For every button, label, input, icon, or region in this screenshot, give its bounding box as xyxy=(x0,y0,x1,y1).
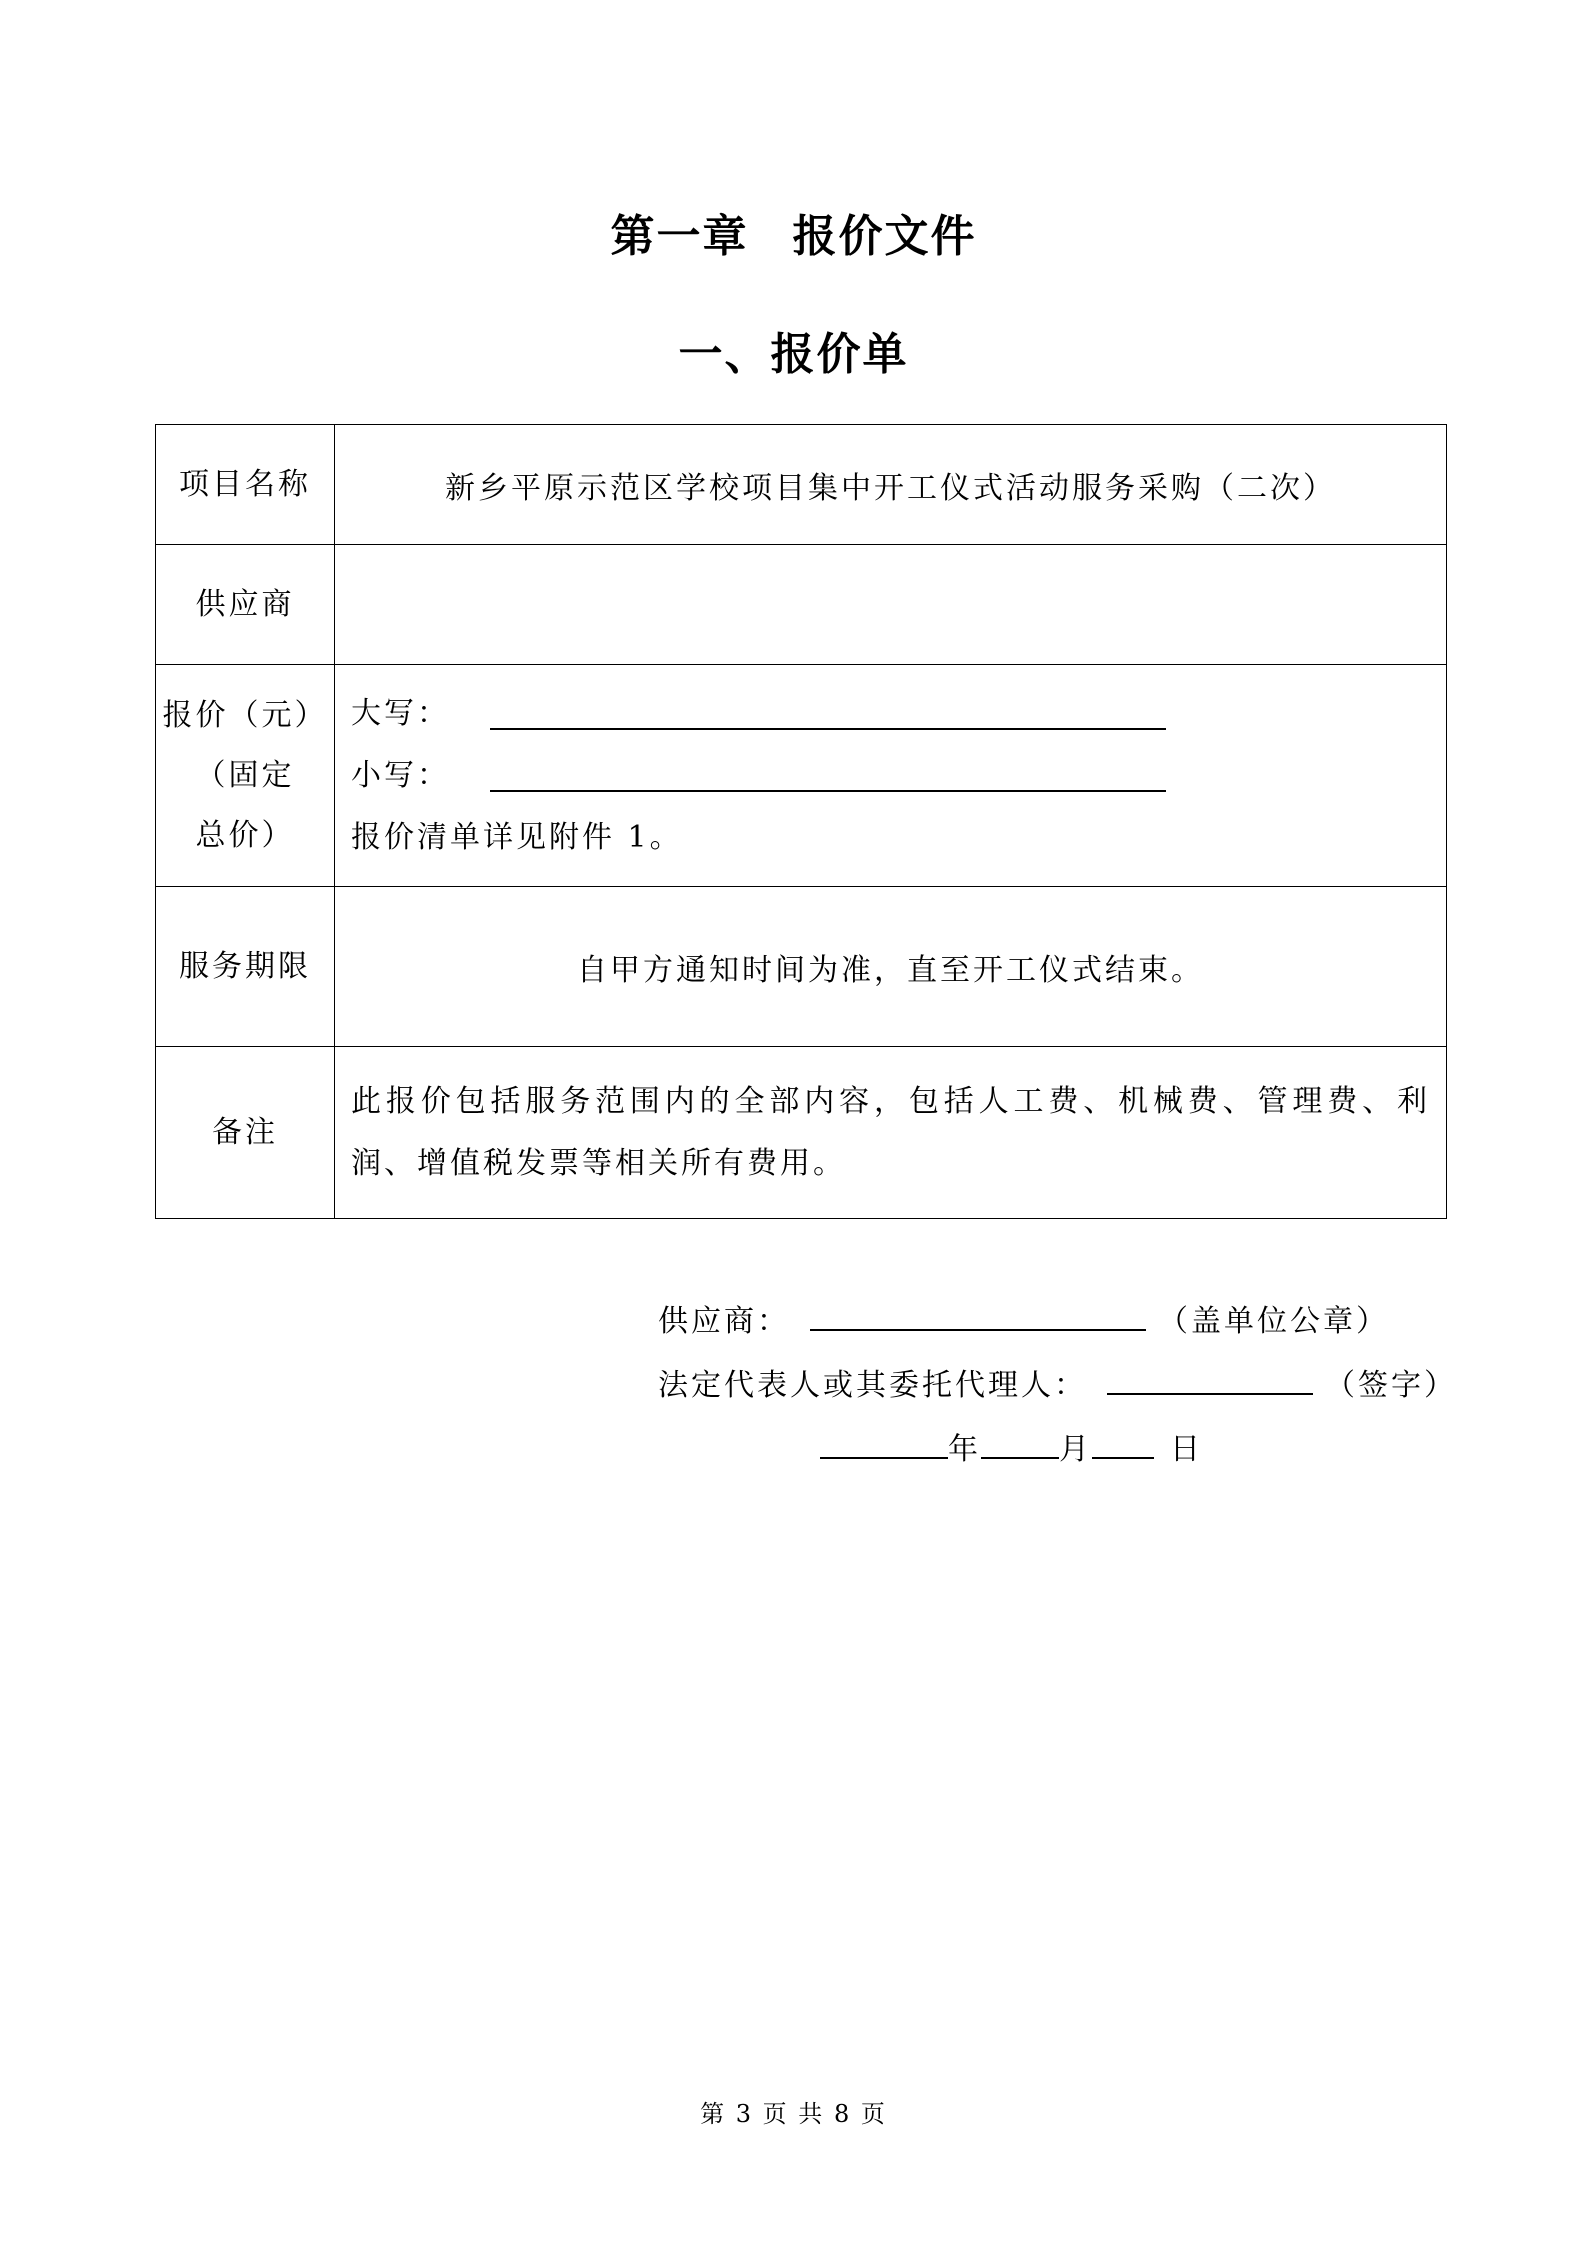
representative-sign-row xyxy=(658,1354,1457,1418)
price-upper-blank[interactable] xyxy=(490,698,1166,730)
chapter-name: 报价文件 xyxy=(792,211,977,262)
year-label: 年 xyxy=(948,1432,981,1467)
price-note: 报价清单详见附件 1。 xyxy=(351,819,683,855)
month-blank[interactable] xyxy=(981,1427,1059,1459)
section-title: 一、报价单 xyxy=(678,329,909,380)
price-upper-label: 大写： xyxy=(351,695,450,731)
price-label-line3: 总价） xyxy=(195,817,295,853)
price-label xyxy=(156,665,335,887)
price-lower-label: 小写： xyxy=(351,757,450,793)
price-label-line2: （固定 xyxy=(195,757,295,793)
price-lower-row xyxy=(351,745,1446,807)
supplier-label: 供应商 xyxy=(156,545,335,665)
month-label: 月 xyxy=(1059,1432,1092,1467)
row-service-period xyxy=(156,887,1447,1047)
row-project-name xyxy=(156,425,1447,545)
quotation-table xyxy=(155,424,1447,1219)
signature-block xyxy=(658,1290,1457,1418)
day-blank[interactable] xyxy=(1092,1427,1154,1459)
project-name-label: 项目名称 xyxy=(156,425,335,545)
date-row xyxy=(820,1418,1203,1482)
row-price xyxy=(156,665,1447,887)
row-supplier xyxy=(156,545,1447,665)
remarks-cell xyxy=(335,1047,1447,1219)
supplier-sign-row xyxy=(658,1290,1457,1354)
service-period-value: 自甲方通知时间为准，直至开工仪式结束。 xyxy=(335,887,1447,1047)
price-lower-blank[interactable] xyxy=(490,760,1166,792)
price-upper-row xyxy=(351,683,1446,745)
sign-representative-blank[interactable] xyxy=(1107,1363,1313,1395)
sign-supplier-note: （盖单位公章） xyxy=(1158,1304,1389,1339)
supplier-field[interactable] xyxy=(335,545,1447,665)
year-blank[interactable] xyxy=(820,1427,948,1459)
chapter-number: 第一章 xyxy=(610,211,749,262)
day-label: 日 xyxy=(1170,1432,1203,1467)
page-footer: 第 3 页 共 8 页 xyxy=(700,2100,887,2128)
row-remarks xyxy=(156,1047,1447,1219)
sign-representative-label: 法定代表人或其委托代理人： xyxy=(658,1368,1087,1403)
sign-supplier-label: 供应商： xyxy=(658,1304,790,1339)
remarks-value: 此报价包括服务范围内的全部内容，包括人工费、机械费、管理费、利润、增值税发票等相关所有费用。 xyxy=(351,1083,1430,1181)
remarks-label: 备注 xyxy=(156,1047,335,1219)
service-period-label: 服务期限 xyxy=(156,887,335,1047)
price-value-cell xyxy=(335,665,1447,887)
chapter-title xyxy=(0,200,1587,264)
project-name-value: 新乡平原示范区学校项目集中开工仪式活动服务采购（二次） xyxy=(335,425,1447,545)
price-label-line1: 报价（元） xyxy=(162,697,328,733)
sign-representative-note: （签字） xyxy=(1325,1368,1457,1403)
sign-supplier-blank[interactable] xyxy=(810,1299,1146,1331)
